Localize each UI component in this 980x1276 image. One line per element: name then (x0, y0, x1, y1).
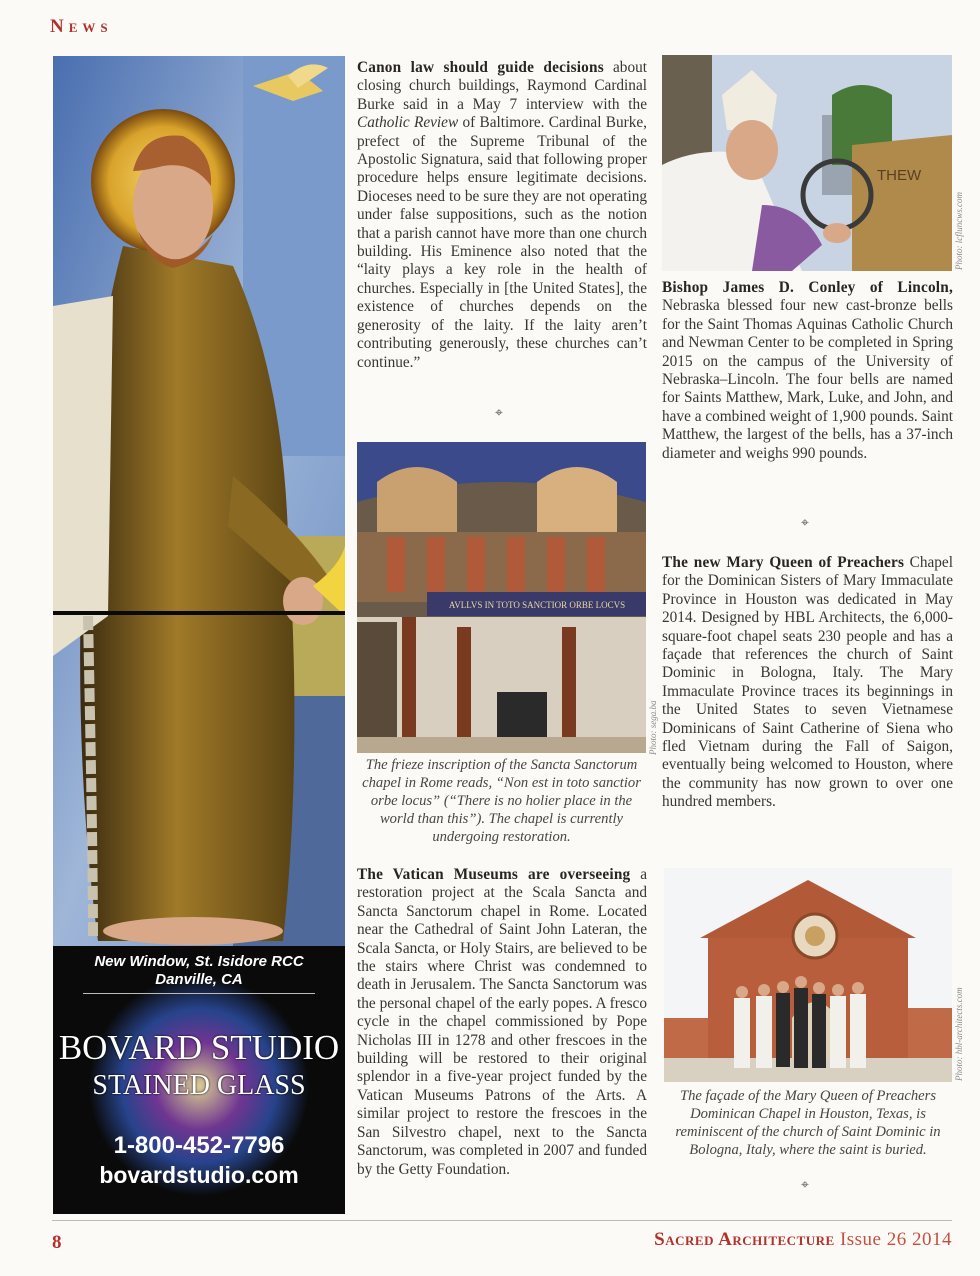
footer-divider (52, 1220, 952, 1221)
article-vatican-museums (357, 866, 647, 1179)
article-chapel (662, 554, 953, 812)
publication-name: Catholic Review (357, 114, 459, 132)
section-fleuron-icon: ⌖ (801, 516, 809, 531)
chapel-caption: The façade of the Mary Queen of Preachers Dominican Chapel in Houston, Texas, is reminiscent of the church of Saint Dominic in Bologna, Italy, where the saint is buried. (675, 1088, 941, 1158)
publication-title: Sacred Architecture (654, 1229, 835, 1250)
article-vatican-lead: The Vatican Museums are overseeing (357, 866, 631, 883)
footer-publication-info (654, 1229, 952, 1251)
bell-inscription: THEW (877, 167, 922, 184)
stained-glass-advertisement (53, 56, 345, 1214)
section-label: News (50, 16, 113, 37)
photo-credit-bell: Photo: lcfluncws.com (954, 192, 964, 270)
photo-credit-sancta: Photo: sega.ba (648, 700, 658, 755)
article-canon-law (357, 59, 647, 372)
section-fleuron-icon: ⌖ (495, 406, 503, 421)
section-fleuron-icon: ⌖ (801, 1178, 809, 1193)
article-chapel-body: Chapel for the Dominican Sisters of Mary Immaculate Province in Houston was dedicated in May 2014. Designed by HBL Architects, the 6,000-square-foot chapel seats 230 people and has a façade that references the church of Saint Dominic in Bologna, Italy. The Mary Immaculate Province traces its beginnings in the United States to seven Vietnamese Dominicans of Saint Catherine of Siena who fled Vietnam during the Fall of Saigon, eventually being welcomed to Houston, where the community has now grown to over one hundred members. (662, 554, 953, 811)
article-canon-law-body-a: about closing church buildings, Raymond Cardinal Burke said in a May 7 interview with the (357, 59, 647, 113)
page-number: 8 (52, 1232, 62, 1253)
chapel-facade-photo (664, 868, 952, 1082)
ad-caption-line1: New Window, St. Isidore RCC (94, 953, 304, 970)
article-canon-law-lead: Canon law should guide decisions (357, 59, 604, 76)
ad-studio-subtitle: STAINED GLASS (92, 1070, 306, 1101)
article-bells-lead: Bishop James D. Conley of Lincoln, (662, 279, 953, 296)
article-bells-body: Nebraska blessed four new cast-bronze bells for the Saint Thomas Aquinas Catholic Church and Newman Center to be completed in Spring 2015 on the campus of the University of Nebraska–Lincoln. The four bells are named for Saints Matthew, Mark, Luke, and John, and have a combined weight of 1,900 pounds. Saint Matthew, the largest of the bells, has a 37-inch diameter and weighs 990 pounds. (662, 297, 954, 462)
photo-credit-chapel: Photo: hbl-architects.com (954, 987, 964, 1081)
article-bells (662, 279, 953, 463)
bishop-bell-blessing-photo (662, 55, 952, 271)
article-vatican-body: a restoration project at the Scala Sancta and Sancta Sanctorum chapel in Rome. Located near the Cathedral of Saint John Lateran, the Scala Sancta, or Holy Stairs, are believed to be the stairs where Christ was condemned to death in Jerusalem. The Sancta Sanctorum was the personal chapel of the early popes. A fresco cycle in the chapel commissioned by Pope Nicholas III in 1278 and other frescoes in the building will be restored to their original splendor in a five-year project funded by the Vatican Museums Patrons of the Arts. A similar project to restore the frescoes in the San Silvestro chapel, next to the Sancta Sanctorum, was completed in 2007 and funded by the Getty Foundation. (357, 866, 647, 1178)
ad-studio-name: BOVARD STUDIO (58, 1028, 340, 1067)
frieze-inscription: AVLLVS IN TOTO SANCTIOR ORBE LOCVS (448, 600, 626, 610)
ad-website-link[interactable]: bovardstudio.com (99, 1162, 299, 1188)
ad-divider (83, 993, 315, 994)
article-chapel-lead: The new Mary Queen of Preachers (662, 554, 905, 571)
sancta-sanctorum-caption: The frieze inscription of the Sancta Sanctorum chapel in Rome reads, “Non est in toto sanctior orbe locus” (“There is no holier place in the world than this”). The chapel is currently undergoing restoration. (362, 757, 641, 845)
article-canon-law-body-b: of Baltimore. Cardinal Burke, prefect of the Supreme Tribunal of the Apostolic Signatura, said that following proper procedure helps ensure legitimate decisions. Dioceses need to be sure they are not operating under false suppositions, such as the notion that a parish cannot have more than one church building. His Eminence also noted that the “laity plays a key role in the health of churches. Especially in [the United States], the existence of churches depends on the generosity of the laity. If the laity aren’t contributing generously, these churches can’t continue.” (357, 114, 647, 371)
ad-caption-line2: Danville, CA (155, 971, 243, 988)
issue-info: Issue 26 2014 (839, 1229, 952, 1250)
sancta-sanctorum-photo (357, 442, 646, 753)
ad-phone-number[interactable]: 1-800-452-7796 (113, 1132, 285, 1159)
